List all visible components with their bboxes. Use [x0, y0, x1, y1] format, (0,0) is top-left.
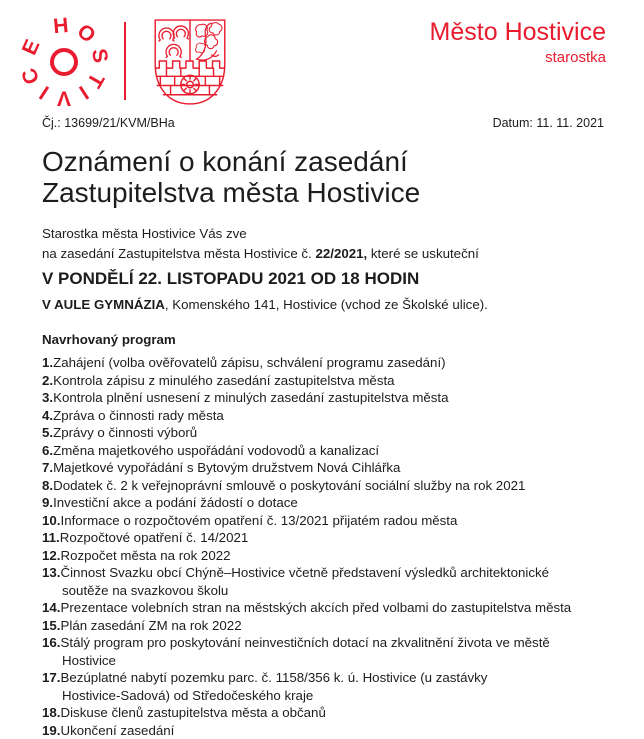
- program-heading: Navrhovaný program: [42, 331, 608, 349]
- program-item-9: 9.Investiční akce a podání žádostí o dotace: [42, 494, 608, 512]
- meeting-place: [42, 296, 608, 314]
- ref-number: Čj.: 13699/21/KVM/BHa: [42, 115, 175, 131]
- program-item-10: 10.Informace o rozpočtovém opatření č. 13/2021 přijatém radou města: [42, 512, 608, 530]
- program-item-14: 14.Prezentace volebních stran na městských akcích před volbami do zastupitelstva města: [42, 599, 608, 617]
- program-item-16: 16.Stálý program pro poskytování neinvestičních dotací na zkvalitnění života ve městě Hostivice: [42, 634, 608, 669]
- program-item-6: 6.Změna majetkového uspořádání vodovodů a kanalizací: [42, 442, 608, 460]
- logo-letter: O: [73, 20, 99, 47]
- program-item-7: 7.Majetkové vypořádání s Bytovým družstvem Nová Cihlářka: [42, 459, 608, 477]
- program-item-2: 2.Kontrola zápisu z minulého zasedání zastupitelstva města: [42, 372, 608, 390]
- hostivice-circle-logo: [14, 12, 114, 112]
- meeting-number: 22/2021,: [315, 246, 367, 261]
- logo-letter: H: [52, 15, 69, 37]
- logo-letter: I: [75, 82, 91, 103]
- program-item-15: 15.Plán zasedání ZM na rok 2022: [42, 617, 608, 635]
- program-item-3: 3.Kontrola plnění usnesení z minulých zasedání zastupitelstva města: [42, 389, 608, 407]
- program-item-4: 4.Zpráva o činnosti rady města: [42, 407, 608, 425]
- header-divider-line: [124, 22, 126, 100]
- logo-letter: T: [83, 69, 108, 91]
- program-item-5: 5.Zprávy o činnosti výborů: [42, 424, 608, 442]
- title-line-2: Zastupitelstva města Hostivice: [42, 177, 420, 208]
- title-line-1: Oznámení o konání zasedání: [42, 146, 408, 177]
- intro-line-2-pre: na zasedání Zastupitelstva města Hostivice č.: [42, 246, 315, 261]
- program-list: [42, 354, 608, 739]
- program-item-13: 13.Činnost Svazku obcí Chýně–Hostivice včetně představení výsledků architektonické soutěže na svazkovou školu: [42, 564, 608, 599]
- logo-letter: V: [57, 88, 71, 109]
- logo-center-o: [50, 48, 78, 76]
- program-item-12: 12.Rozpočet města na rok 2022: [42, 547, 608, 565]
- program-item-1: 1.Zahájení (volba ověřovatelů zápisu, schválení programu zasedání): [42, 354, 608, 372]
- date-label: Datum: 11. 11. 2021: [493, 115, 604, 131]
- org-header: [430, 18, 606, 68]
- meta-row: [42, 115, 604, 131]
- program-item-18: 18.Diskuse členů zastupitelstva města a občanů: [42, 704, 608, 722]
- program-item-17: 17.Bezúplatné nabytí pozemku parc. č. 1158/356 k. ú. Hostivice (u zastávky Hostivice-Sadová) od Středočeského kraje: [42, 669, 608, 704]
- meeting-place-venue: V AULE GYMNÁZIA: [42, 297, 165, 312]
- intro-line-1: Starostka města Hostivice Vás zve: [42, 226, 247, 241]
- intro-text: [42, 224, 608, 264]
- intro-line-2-post: které se uskuteční: [367, 246, 479, 261]
- document-body: [42, 146, 608, 739]
- logo-letter: C: [18, 65, 43, 87]
- logo-letter: I: [36, 82, 52, 103]
- org-role: starostka: [430, 48, 606, 68]
- program-item-8: 8.Dodatek č. 2 k veřejnoprávní smlouvě o poskytování sociální služby na rok 2021: [42, 477, 608, 495]
- page-title: [42, 146, 608, 208]
- meeting-place-address: , Komenského 141, Hostivice (vchod ze Školské ulice).: [165, 297, 488, 312]
- program-item-19: 19.Ukončení zasedání: [42, 722, 608, 739]
- coat-of-arms: [152, 17, 228, 107]
- org-name: Město Hostivice: [430, 18, 606, 46]
- meeting-datetime: V PONDĚLÍ 22. LISTOPADU 2021 OD 18 HODIN: [42, 268, 608, 290]
- logo-letter: E: [19, 37, 44, 58]
- program-item-11: 11.Rozpočtové opatření č. 14/2021: [42, 529, 608, 547]
- logo-letter: S: [88, 47, 111, 64]
